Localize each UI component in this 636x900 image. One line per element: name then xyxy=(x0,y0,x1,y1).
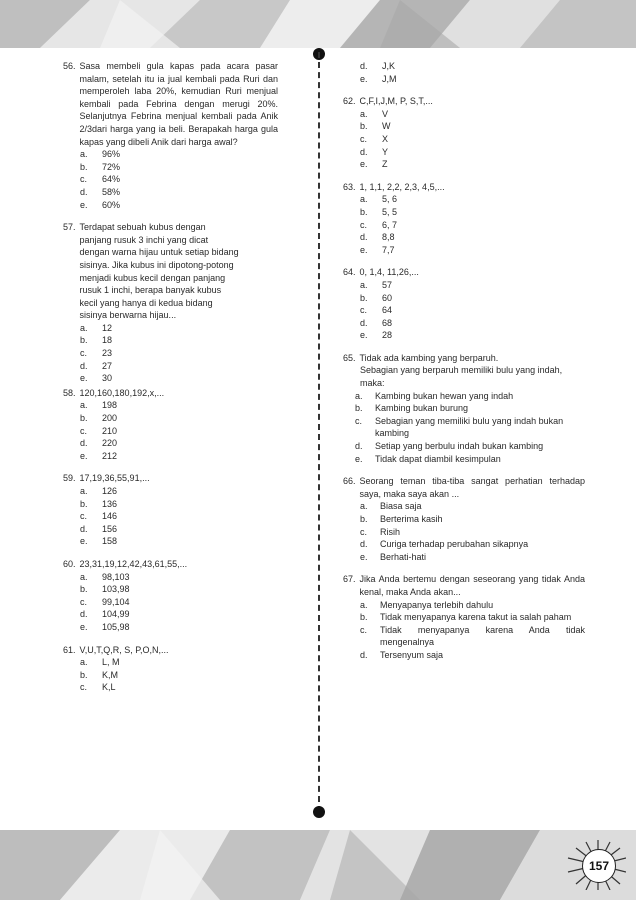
question-64 xyxy=(343,266,585,342)
option: d. 27 xyxy=(80,360,113,371)
question-67 xyxy=(343,573,585,661)
option: a. 198 xyxy=(80,400,118,411)
option: c. 146 xyxy=(80,511,118,522)
question-text: V,U,T,Q,R, S, P,O,N,... xyxy=(79,644,169,655)
option: a. L, M xyxy=(80,657,120,668)
option: e. Berhati-hati xyxy=(360,551,427,562)
question-number: 61. xyxy=(63,644,76,655)
question-number: 62. xyxy=(343,96,356,107)
question-56 xyxy=(63,60,278,211)
option: d. 8,8 xyxy=(360,232,395,243)
question-62 xyxy=(343,95,585,171)
option: b. 136 xyxy=(80,498,118,509)
left-column xyxy=(63,60,278,704)
question-number: 56. xyxy=(63,61,76,71)
question-60 xyxy=(63,558,278,634)
option: b. 18 xyxy=(80,335,113,346)
option: d. Y xyxy=(360,146,389,157)
option: c. X xyxy=(360,133,389,144)
question-text: Sasa membeli gula kapas pada acara pasar malam, setelah itu ia jual kembali pada Ruri dan memperoleh laba 20%, kemudian Ruri menjual kembali pada Febrina dengan merugi 20%. Selanjutnya Febrina menjual kembali pada Anik 2/3dari harga yang ia beli. Berapakah harga gula kapas yang dibeli Anik dari harga awal? xyxy=(79,61,278,147)
option: b. W xyxy=(360,121,391,132)
option: a. 5, 6 xyxy=(360,194,398,205)
option: a. Kambing bukan hewan yang indah xyxy=(355,390,514,401)
question-text: Jika Anda bertemu dengan seseorang yang tidak Anda kenal, maka Anda akan... xyxy=(359,574,585,597)
option: a. 126 xyxy=(80,486,118,496)
question-number: 60. xyxy=(63,558,76,569)
option: e. 105,98 xyxy=(80,621,130,632)
option: e. 158 xyxy=(80,536,118,547)
option: e. Z xyxy=(360,159,388,170)
question-text: 0, 1,4, 11,26,... xyxy=(359,267,419,278)
question-text: 23,31,19,12,42,43,61,55,... xyxy=(79,558,188,569)
option: b. Berterima kasih xyxy=(360,514,443,524)
option: b. 200 xyxy=(80,413,118,424)
option: b. 5, 5 xyxy=(360,206,398,217)
option: b. 72% xyxy=(80,161,121,172)
option: e. 7,7 xyxy=(360,244,395,255)
option: c. 6, 7 xyxy=(360,219,398,230)
option: d. 68 xyxy=(360,317,393,328)
option: b. K,M xyxy=(80,669,119,680)
question-number: 66. xyxy=(343,476,356,487)
option: d. 58% xyxy=(80,186,121,197)
option: d. Curiga terhadap perubahan sikapnya xyxy=(360,539,529,550)
option: a. V xyxy=(360,108,389,119)
top-decorative-band xyxy=(0,0,636,48)
option: a. 96% xyxy=(80,149,121,160)
option: a. 12 xyxy=(80,322,113,333)
question-59 xyxy=(63,472,278,548)
question-text: Terdapat sebuah kubus dengan panjang rusuk 3 inchi yang dicat dengan warna hijau untuk setiap bidang sisinya. Jika kubus ini dipotong-potong menjadi kubus kecil dengan panjang rusuk 1 inchi, berapa banyak kubus kecil yang hanya di kedua bidang sisinya berwarna hijau... xyxy=(79,222,239,321)
bottom-decorative-band xyxy=(0,830,636,900)
option: a. Menyapanya terlebih dahulu xyxy=(360,599,494,610)
option: a. 57 xyxy=(360,279,393,290)
option: d. 220 xyxy=(80,438,118,449)
question-61 xyxy=(63,644,278,694)
option: e. 28 xyxy=(360,330,393,341)
option: c. 210 xyxy=(80,425,118,436)
option: d. Tersenyum saja xyxy=(360,649,444,660)
question-number: 63. xyxy=(343,181,356,192)
question-text: 17,19,36,55,91,... xyxy=(79,473,150,484)
right-column xyxy=(343,60,585,672)
option: e. 30 xyxy=(80,373,113,384)
option: c. Risih xyxy=(360,526,401,537)
question-number: 59. xyxy=(63,473,76,484)
option: c. 64% xyxy=(80,174,121,185)
question-63 xyxy=(343,181,585,257)
option: e. 60% xyxy=(80,199,121,210)
question-number: 67. xyxy=(343,574,356,585)
option: c. 99,104 xyxy=(80,596,130,607)
option: e. J,M xyxy=(360,73,397,84)
question-58 xyxy=(63,387,278,463)
question-66 xyxy=(343,475,585,563)
option: c. 64 xyxy=(360,305,393,316)
question-number: 57. xyxy=(63,222,76,233)
option: a. 98,103 xyxy=(80,571,130,582)
question-text: 120,160,180,192,x,... xyxy=(79,387,165,398)
option: b. 103,98 xyxy=(80,584,130,595)
question-number: 58. xyxy=(63,387,76,398)
option: c. 23 xyxy=(80,348,113,359)
option: d. Setiap yang berbulu indah bukan kambing xyxy=(355,441,544,452)
question-61-continued xyxy=(343,60,585,85)
option: e. 212 xyxy=(80,450,118,461)
option: b. Kambing bukan burung xyxy=(355,403,469,414)
question-text: Tidak ada kambing yang berparuh. xyxy=(359,352,499,363)
option: a. Biasa saja xyxy=(360,501,422,512)
column-divider xyxy=(318,52,321,812)
option: c. K,L xyxy=(80,682,116,693)
page-number: 157 xyxy=(582,849,616,883)
option: c. Sebagian yang memiliki bulu yang indah bukan kambing xyxy=(355,415,564,439)
divider-bottom-dot xyxy=(313,806,325,818)
option: b. 60 xyxy=(360,292,393,303)
question-number: 64. xyxy=(343,267,356,278)
option: d. J,K xyxy=(360,61,396,71)
option: e. Tidak dapat diambil kesimpulan xyxy=(355,453,501,464)
option: b. Tidak menyapanya karena takut ia salah paham xyxy=(360,612,572,623)
question-65 xyxy=(343,352,585,465)
option: d. 104,99 xyxy=(80,609,130,620)
option: d. 156 xyxy=(80,523,118,534)
question-text: Seorang teman tiba-tiba sangat perhatian terhadap saya, maka saya akan ... xyxy=(359,476,585,499)
question-text: C,F,I,J,M, P, S,T,... xyxy=(359,96,433,107)
question-subtext: Sebagian yang berparuh memiliki bulu yang indah, maka: xyxy=(360,365,563,389)
question-text: 1, 1,1, 2,2, 2,3, 4,5,... xyxy=(359,181,445,192)
option: c. Tidak menyapanya karena Anda tidak mengenalnya xyxy=(360,624,585,648)
question-57 xyxy=(63,221,278,385)
question-number: 65. xyxy=(343,352,356,363)
